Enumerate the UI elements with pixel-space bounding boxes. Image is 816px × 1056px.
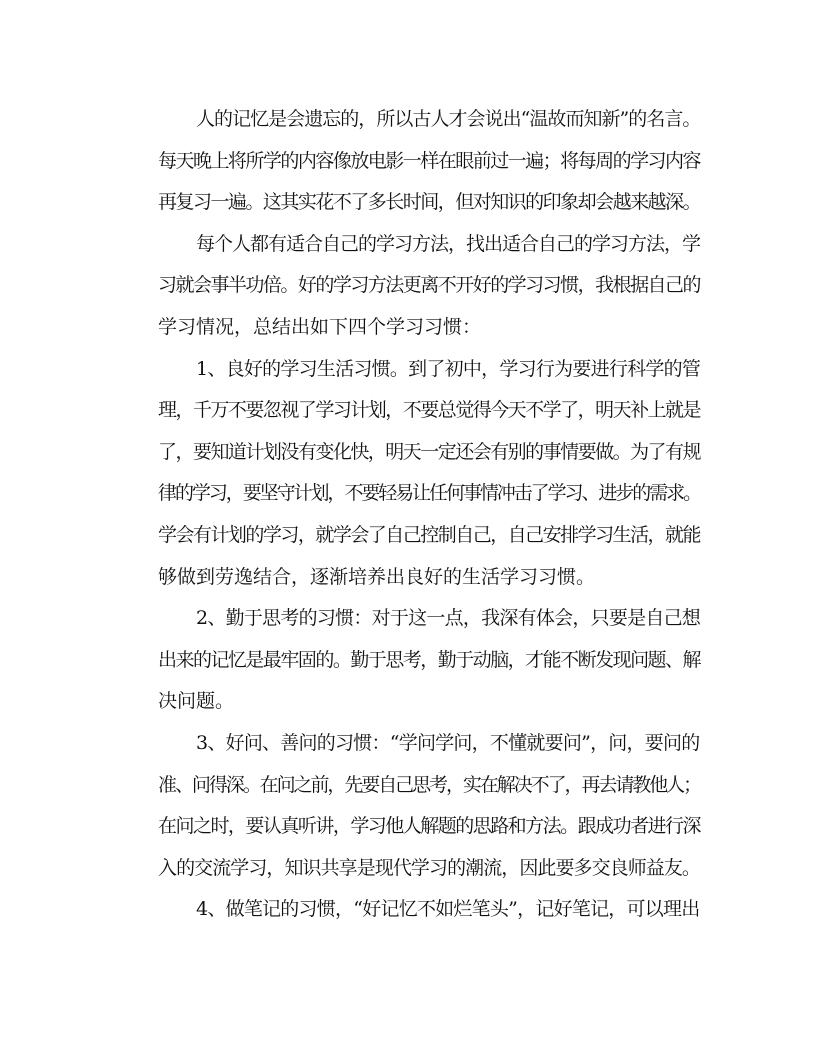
text-line: 准、问得深。在问之前，先要自己思考，实在解决不了，再去请教他人； — [158, 773, 701, 796]
text-line: 了，要知道计划没有变化快，明天一定还会有别的事情要做。为了有规 — [158, 440, 701, 463]
paragraph-habit-4 — [120, 889, 700, 931]
text-line: 学会有计划的学习，就学会了自己控制自己，自己安排学习生活，就能 — [158, 523, 701, 546]
text-line: 习就会事半功倍。好的学习方法更离不开好的学习习惯，我根据自己的 — [158, 274, 701, 297]
document-body — [120, 99, 700, 931]
paragraph-habit-1 — [120, 349, 700, 599]
text-line: 人的记忆是会遗忘的，所以古人才会说出“温故而知新”的名言。 — [196, 108, 701, 130]
text-line: 再复习一遍。这其实花不了多长时间，但对知识的印象却会越来越深。 — [158, 191, 701, 214]
text-line: 3、好问、善问的习惯：“学问学问，不懂就要问”，问，要问的 — [196, 731, 700, 754]
paragraph-memory-review — [120, 99, 700, 224]
text-line: 够做到劳逸结合，逐渐培养出良好的生活学习习惯。 — [158, 565, 596, 588]
text-line: 学习情况，总结出如下四个学习习惯： — [158, 315, 482, 338]
text-line: 4、做笔记的习惯，“好记忆不如烂笔头”，记好笔记，可以理出 — [196, 898, 700, 921]
text-line: 2、勤于思考的习惯：对于这一点，我深有体会，只要是自己想 — [196, 607, 701, 630]
text-line: 理，千万不要忽视了学习计划，不要总觉得今天不学了，明天补上就是 — [158, 399, 701, 422]
paragraph-habit-2 — [120, 598, 700, 723]
text-line: 每天晚上将所学的内容像放电影一样在眼前过一遍；将每周的学习内容 — [158, 149, 701, 172]
text-line: 1、良好的学习生活习惯。到了初中，学习行为要进行科学的管 — [196, 357, 701, 380]
text-line: 决问题。 — [158, 690, 235, 713]
text-line: 入的交流学习，知识共享是现代学习的潮流，因此要多交良师益友。 — [158, 856, 701, 879]
text-line: 每个人都有适合自己的学习方法，找出适合自己的学习方法，学 — [196, 232, 701, 255]
text-line: 出来的记忆是最牢固的。勤于思考，勤于动脑，才能不断发现问题、解 — [158, 648, 701, 671]
paragraph-habit-3 — [120, 723, 700, 889]
text-line: 律的学习，要坚守计划，不要轻易让任何事情冲击了学习、进步的需求。 — [158, 482, 701, 505]
text-line: 在问之时，要认真听讲，学习他人解题的思路和方法。跟成功者进行深 — [158, 815, 701, 838]
paragraph-study-methods — [120, 224, 700, 349]
